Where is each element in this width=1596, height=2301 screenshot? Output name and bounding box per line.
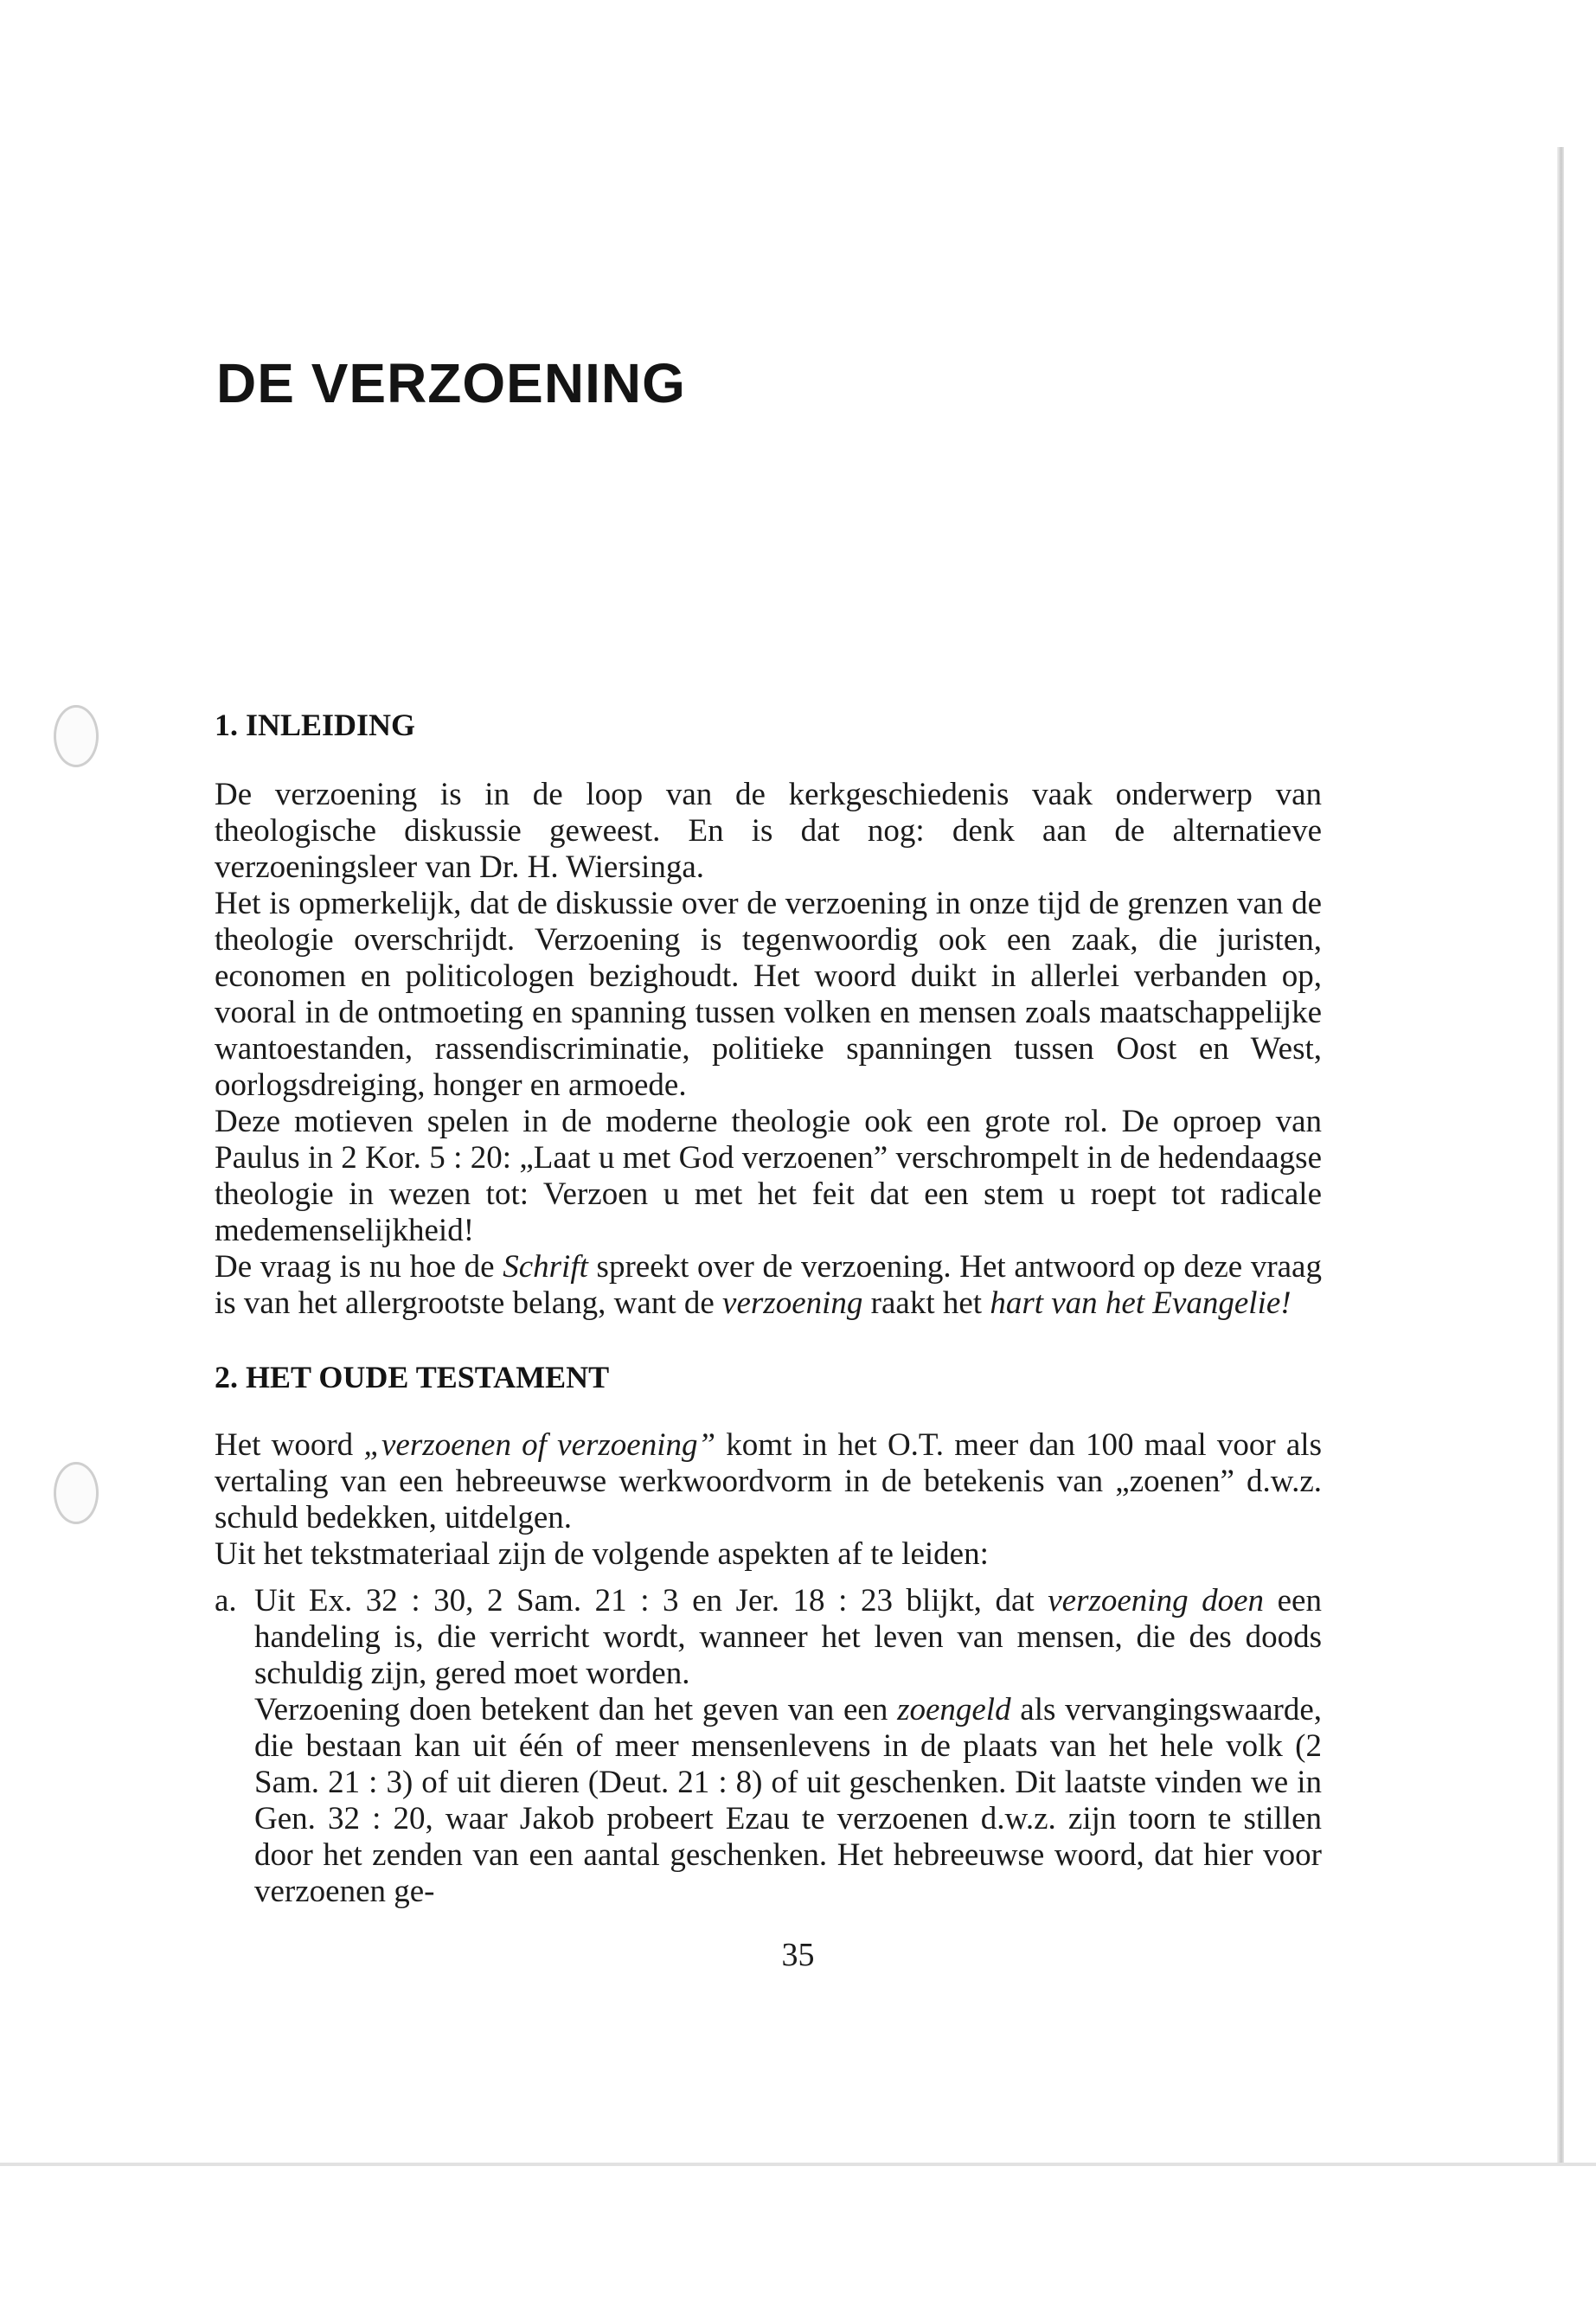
text-run: als vervangingswaarde, die bestaan kan uit één of meer mensenlevens in de plaats van het hele volk (2 Sam. 21 : 3) of uit dieren (Deut. 21 : 8) of uit geschenken. Dit laatste vinden we in Gen. 32 : 20, waar Jakob probeert Ezau te verzoenen d.w.z. zijn toorn te stillen door het zenden van een aantal geschenken. Het hebreeuwse woord, dat hier voor verzoenen ge- [254, 1692, 1322, 1909]
text-run: Verzoening doen betekent dan het geven van een [254, 1692, 898, 1727]
paragraph: De verzoening is in de loop van de kerkgeschiedenis vaak onderwerp van theologische diskussie geweest. En is dat nog: denk aan de alternatieve verzoeningsleer van Dr. H. Wiersinga. [215, 777, 1322, 885]
section-heading-oude-testament: 2. HET OUDE TESTAMENT [215, 1360, 610, 1394]
text-run: komt in het O.T. meer dan 100 maal voor als vertaling van een hebreeuwse werkwoordvorm in de betekenis van „zoenen” d.w.z. schuld bedekken, uitdelgen. [215, 1427, 1322, 1535]
emphasis: verzoening [722, 1285, 863, 1321]
emphasis: hart van het Evangelie! [990, 1285, 1292, 1321]
emphasis: Schrift [503, 1249, 588, 1285]
punch-hole [54, 705, 99, 767]
page-edge-shadow [1557, 147, 1564, 2163]
emphasis: „verzoenen of verzoening” [363, 1427, 716, 1463]
punch-hole [54, 1462, 99, 1524]
paragraph [215, 1427, 1322, 1536]
text-run: een handeling is, die verricht wordt, wanneer het leven van mensen, die des doods schuldig zijn, gered moet worden. [254, 1583, 1322, 1691]
text-run: De vraag is nu hoe de [215, 1249, 503, 1285]
paragraph [254, 1583, 1322, 1692]
list-marker: a. [215, 1583, 237, 1618]
list-item-body [254, 1583, 1322, 1910]
paragraph: Het is opmerkelijk, dat de diskussie over de verzoening in onze tijd de grenzen van de theologie overschrijdt. Verzoening is tegenwoordig ook een zaak, die juristen, economen en politicologen bezighoudt. Het woord duikt in allerlei verbanden op, vooral in de ontmoeting en spanning tussen volken en mensen zoals maatschappelijke wantoestanden, rassendiscriminatie, politieke spanningen tussen Oost en West, oorlogsdreiging, honger en armoede. [215, 886, 1322, 1103]
text-run: raakt het [862, 1285, 990, 1321]
paragraph [254, 1692, 1322, 1910]
page-title: DE VERZOENING [216, 352, 686, 414]
paragraph [215, 1249, 1322, 1322]
text-run: spreekt over de verzoening. Het antwoord op deze vraag is van het allergrootste belang, want de [215, 1249, 1322, 1321]
emphasis: verzoening doen [1048, 1583, 1265, 1618]
text-run: Het woord [215, 1427, 364, 1463]
page-number: 35 [781, 1937, 815, 1973]
paragraph: Uit het tekstmateriaal zijn de volgende aspekten af te leiden: [215, 1536, 989, 1572]
text-run: Uit Ex. 32 : 30, 2 Sam. 21 : 3 en Jer. 18 : 23 blijkt, dat [254, 1583, 1048, 1618]
list-item-a [215, 1583, 1322, 1910]
emphasis: zoengeld [897, 1692, 1011, 1727]
paragraph: Deze motieven spelen in de moderne theologie ook een grote rol. De oproep van Paulus in 2 Kor. 5 : 20: „Laat u met God verzoenen” verschrompelt in de hedendaagse theologie in wezen tot: Verzoen u met het feit dat een stem u roept tot radicale medemenselijkheid! [215, 1104, 1322, 1248]
page-edge-bottom [0, 2163, 1596, 2166]
section-heading-inleiding: 1. INLEIDING [215, 708, 416, 742]
body-text [215, 708, 1322, 1910]
